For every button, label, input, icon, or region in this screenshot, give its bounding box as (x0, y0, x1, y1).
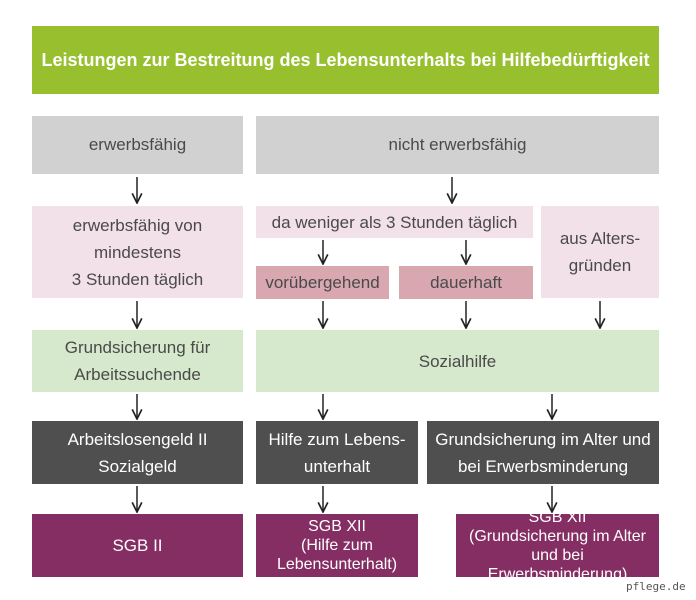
box-erwerbsfaehig-text: erwerbsfähig (88, 135, 187, 154)
box-sozialhilfe-text: Sozialhilfe (418, 351, 497, 371)
box-voruebergehend-text: vorübergehend (265, 272, 380, 292)
box-dauerhaft-text: dauerhaft (430, 272, 502, 292)
box-mindestens-3-stunden-text: erwerbsfähig von mindestens 3 Stunden täglich (71, 215, 204, 289)
box-grundsicherung-alter-text: Grundsicherung im Alter und bei Erwerbsminderung (435, 429, 651, 476)
box-weniger-3-stunden-text: da weniger als 3 Stunden täglich (271, 212, 518, 232)
box-sgb-ii-text: SGB II (112, 536, 163, 555)
box-sgb-xii-hilfe-text: SGB XII (Hilfe zum Lebensunterhalt) (276, 518, 398, 573)
box-sgb-xii-grundsicherung-text: SGB XII (Grundsicherung im Alter und bei Erwerbsminderung) (469, 508, 646, 583)
box-nicht-erwerbsfaehig-text: nicht erwerbsfähig (388, 135, 527, 154)
box-altersgruende-text: aus Alters- gründen (559, 229, 641, 275)
box-arbeitslosengeld-text: Arbeitslosengeld II Sozialgeld (67, 429, 208, 476)
box-grundsicherung-arbeitssuchende-text: Grundsicherung für Arbeitssuchende (64, 338, 211, 384)
credit-text: pflege.de (626, 580, 686, 593)
diagram-title-text: Leistungen zur Bestreitung des Lebensunterhalts bei Hilfebedürftigkeit (41, 49, 650, 70)
box-hilfe-lebensunterhalt-text: Hilfe zum Lebens- unterhalt (268, 429, 406, 476)
